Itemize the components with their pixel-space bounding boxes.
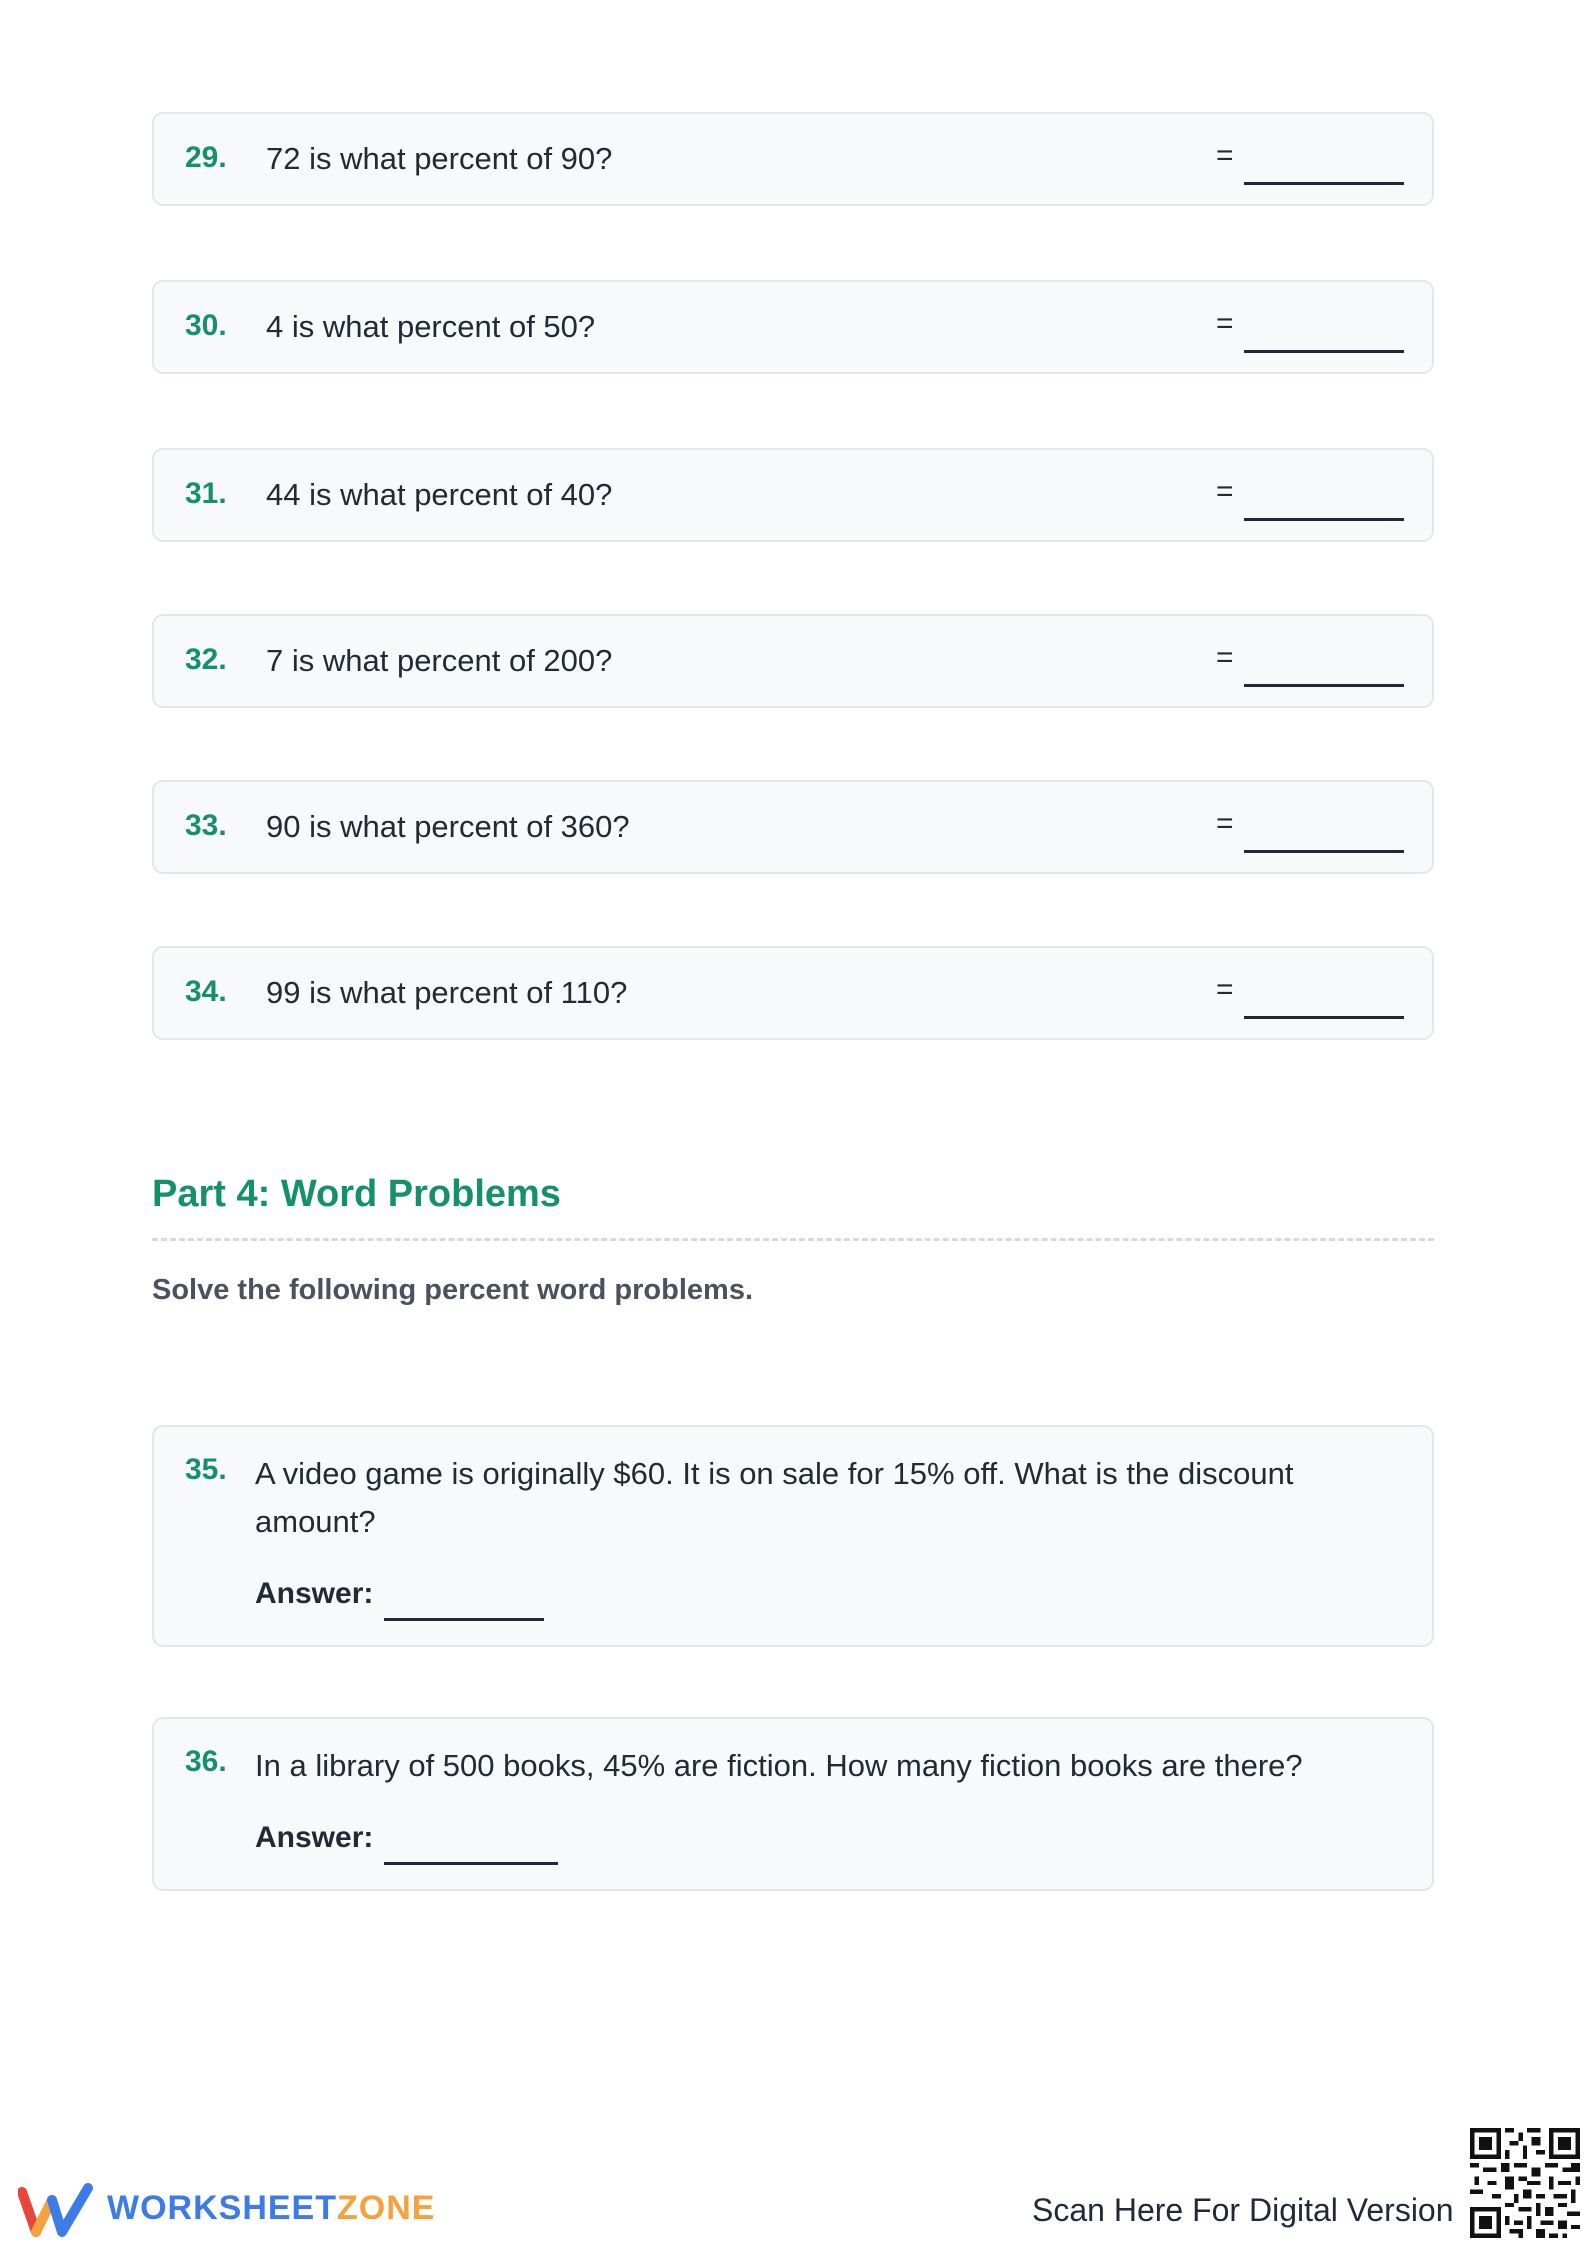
word-problem xyxy=(152,1717,1434,1891)
question-number: 36. xyxy=(185,1745,227,1778)
question-number: 29. xyxy=(185,141,227,174)
question-number: 32. xyxy=(185,643,227,676)
scan-caption: Scan Here For Digital Version xyxy=(1032,2192,1454,2228)
section-instruction: Solve the following percent word problems. xyxy=(152,1274,754,1306)
question-text: 99 is what percent of 110? xyxy=(266,975,628,1010)
word-problem xyxy=(152,1425,1434,1647)
question-text: 72 is what percent of 90? xyxy=(266,141,613,176)
question-row xyxy=(152,780,1434,874)
question-row xyxy=(152,448,1434,542)
question-text: 90 is what percent of 360? xyxy=(266,809,630,844)
question-row xyxy=(152,280,1434,374)
section-title: Part 4: Word Problems xyxy=(152,1173,561,1215)
equals-sign: = xyxy=(1216,641,1234,674)
answer-label: Answer: xyxy=(255,1577,374,1610)
question-row xyxy=(152,112,1434,206)
answer-blank[interactable] xyxy=(1244,684,1404,687)
answer-blank[interactable] xyxy=(384,1862,558,1865)
question-text: In a library of 500 books, 45% are fiction. How many fiction books are there? xyxy=(255,1748,1303,1783)
question-text: A video game is originally $60. It is on sale for 15% off. What is the discount amount? xyxy=(255,1456,1294,1539)
section-divider xyxy=(152,1238,1434,1241)
brand-name-part2: ZONE xyxy=(337,2189,436,2227)
answer-blank[interactable] xyxy=(1244,518,1404,521)
question-text: 7 is what percent of 200? xyxy=(266,643,613,678)
question-text: 44 is what percent of 40? xyxy=(266,477,613,512)
answer-blank[interactable] xyxy=(384,1618,544,1621)
brand-name xyxy=(107,2189,435,2228)
equals-sign: = xyxy=(1216,139,1234,172)
question-number: 35. xyxy=(185,1453,227,1486)
answer-label: Answer: xyxy=(255,1821,374,1854)
question-number: 31. xyxy=(185,477,227,510)
equals-sign: = xyxy=(1216,307,1234,340)
equals-sign: = xyxy=(1216,475,1234,508)
brand-name-part1: WORKSHEET xyxy=(107,2189,337,2227)
answer-blank[interactable] xyxy=(1244,182,1404,185)
question-text: 4 is what percent of 50? xyxy=(266,309,596,344)
equals-sign: = xyxy=(1216,973,1234,1006)
qr-code-icon[interactable] xyxy=(1470,2128,1580,2238)
question-number: 30. xyxy=(185,309,227,342)
answer-blank[interactable] xyxy=(1244,1016,1404,1019)
question-row xyxy=(152,946,1434,1040)
answer-blank[interactable] xyxy=(1244,850,1404,853)
question-number: 33. xyxy=(185,809,227,842)
question-number: 34. xyxy=(185,975,227,1008)
equals-sign: = xyxy=(1216,807,1234,840)
answer-blank[interactable] xyxy=(1244,350,1404,353)
worksheetzone-logo-icon xyxy=(18,2182,96,2238)
question-row xyxy=(152,614,1434,708)
